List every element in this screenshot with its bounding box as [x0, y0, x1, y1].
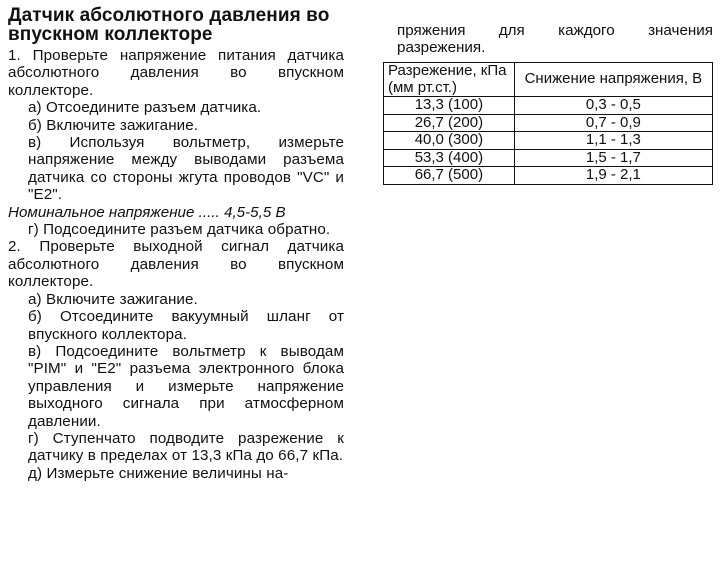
vacuum-cell: 66,7 (500) — [384, 167, 515, 185]
vacuum-cell: 53,3 (400) — [384, 149, 515, 167]
voltage-cell: 1,9 - 2,1 — [514, 167, 712, 185]
step-1-v: в) Используя вольтметр, измерьте напряжение между выводами разъема датчика со стороны жгута проводов "VC" и "E2". — [28, 134, 344, 204]
left-column — [8, 6, 344, 482]
step-1-b: б) Включите зажигание. — [28, 116, 199, 134]
table-row — [384, 132, 713, 150]
step-1-g: г) Подсоедините разъем датчика обратно. — [28, 221, 331, 239]
step-2-a: а) Включите зажигание. — [28, 290, 198, 308]
voltage-cell: 1,1 - 1,3 — [514, 132, 712, 150]
step-2-b: б) Отсоедините вакуумный шланг от впускного коллектора. — [28, 308, 344, 343]
table-row — [384, 114, 713, 132]
header-vacuum: Разрежение, кПа (мм рт.ст.) — [384, 63, 515, 97]
vacuum-cell: 13,3 (100) — [384, 97, 515, 115]
right-column — [383, 22, 713, 185]
step-1-a: а) Отсоедините разъем датчика. — [28, 99, 262, 117]
table-row — [384, 167, 713, 185]
step-2-d: д) Измерьте снижение величины на- — [28, 464, 289, 482]
section-title: Датчик абсолютного давления во впускном коллекторе — [8, 5, 330, 45]
step-1: 1. Проверьте напряжение питания датчика абсолютного давления во впускном коллекторе. — [8, 47, 344, 99]
voltage-cell: 0,3 - 0,5 — [514, 97, 712, 115]
table-row — [384, 149, 713, 167]
vacuum-cell: 40,0 (300) — [384, 132, 515, 150]
voltage-cell: 0,7 - 0,9 — [514, 114, 712, 132]
continuation-text: пряжения для каждого значения разрежения. — [397, 22, 713, 56]
voltage-cell: 1,5 - 1,7 — [514, 149, 712, 167]
table-row — [384, 97, 713, 115]
header-voltage-drop: Снижение напряжения, В — [514, 63, 712, 97]
step-2-g: г) Ступенчато подводите разрежение к датчику в пределах от 13,3 кПа до 66,7 кПа. — [28, 429, 344, 465]
nominal-voltage: Номинальное напряжение ..... 4,5-5,5 В — [8, 203, 286, 221]
table-header-row — [384, 63, 713, 97]
voltage-table — [383, 62, 713, 185]
step-2: 2. Проверьте выходной сигнал датчика абсолютного давления во впускном коллекторе. — [8, 238, 344, 291]
step-2-v: в) Подсоедините вольтметр к выводам "PIM" и "E2" разъема электронного блока управления и измерьте напряжение выходного сигнала при атмосферном давлении. — [28, 342, 344, 430]
vacuum-cell: 26,7 (200) — [384, 114, 515, 132]
